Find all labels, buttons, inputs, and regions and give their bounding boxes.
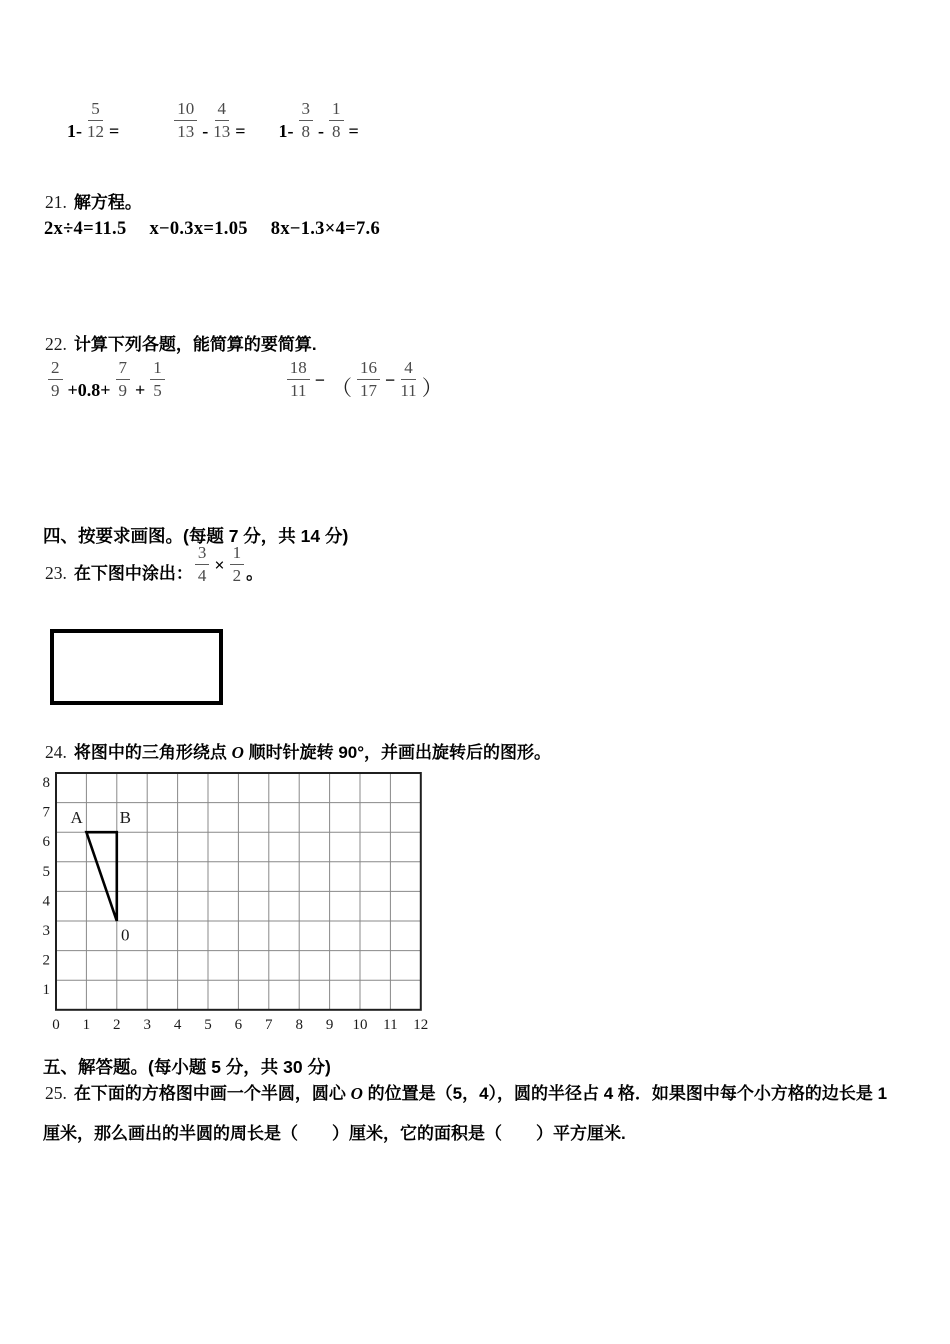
fraction xyxy=(230,543,245,586)
section4-heading: 四、按要求画图。(每题 7 分，共 14 分) xyxy=(43,526,349,546)
q21-title: 解方程。 xyxy=(73,193,142,212)
y-axis-label: 4 xyxy=(42,893,50,910)
equation-1: 2x÷4=11.5 xyxy=(44,219,127,239)
fraction xyxy=(150,358,165,401)
q23-title: 在下图中涂出： xyxy=(73,564,193,584)
operator: − xyxy=(314,369,326,390)
fraction xyxy=(287,358,310,401)
x-axis-label: 9 xyxy=(325,1016,334,1033)
x-axis-label: 5 xyxy=(204,1016,212,1033)
denominator: 8 xyxy=(301,122,311,142)
x-axis-label: 1 xyxy=(82,1016,91,1033)
q23-suffix: 。 xyxy=(246,564,264,584)
coordinate-grid-container xyxy=(34,765,434,1042)
denominator: 13 xyxy=(177,122,195,142)
x-axis-label: 11 xyxy=(383,1016,398,1033)
x-axis-label: 12 xyxy=(413,1016,429,1033)
numerator: 3 xyxy=(299,99,314,121)
expression xyxy=(276,99,362,142)
triangle-shape xyxy=(86,832,116,921)
expression xyxy=(46,358,167,401)
operator: （ xyxy=(331,376,353,401)
y-axis-label: 1 xyxy=(42,982,50,999)
y-axis-label: 6 xyxy=(42,834,50,851)
denominator: 13 xyxy=(213,122,231,142)
q24-point-o: O xyxy=(231,743,244,762)
operator: - xyxy=(318,121,325,142)
q24-heading xyxy=(45,738,551,763)
q20-fraction-expressions xyxy=(64,99,362,142)
operator: × xyxy=(214,554,225,575)
expression xyxy=(64,99,122,142)
operator: 1- xyxy=(278,121,294,142)
expression xyxy=(285,358,446,401)
expression xyxy=(172,99,248,142)
fraction xyxy=(116,358,131,401)
fraction xyxy=(213,99,230,142)
denominator: 4 xyxy=(197,566,207,586)
numerator: 1 xyxy=(150,358,165,380)
y-axis-label: 7 xyxy=(42,804,50,821)
x-axis-label: 4 xyxy=(173,1016,182,1033)
fraction xyxy=(299,99,314,142)
q25-number: 25. xyxy=(45,1083,67,1103)
q24-text-post: 顺时针旋转 90°，并画出旋转后的图形。 xyxy=(243,743,552,762)
q23-fraction-expression xyxy=(193,543,246,586)
y-axis-label: 3 xyxy=(42,923,50,939)
q21-number: 21. xyxy=(45,192,67,212)
numerator: 10 xyxy=(174,99,197,121)
fraction xyxy=(195,543,210,586)
denominator: 2 xyxy=(232,566,242,586)
q25-line2: 厘米，那么画出的半圆的周长是（ ）厘米，它的面积是（ ）平方厘米. xyxy=(43,1124,626,1143)
fraction xyxy=(357,358,380,401)
operator: = xyxy=(235,121,246,142)
denominator: 17 xyxy=(360,381,378,401)
fraction xyxy=(329,99,344,142)
numerator: 16 xyxy=(357,358,380,380)
point-label-0: 0 xyxy=(121,925,130,945)
q23-number: 23. xyxy=(45,563,67,584)
q21-equations xyxy=(44,219,398,240)
y-axis-label: 5 xyxy=(42,863,50,880)
fraction xyxy=(400,358,416,401)
denominator: 12 xyxy=(87,122,104,142)
q24-text-pre: 将图中的三角形绕点 xyxy=(73,743,232,762)
denominator: 5 xyxy=(153,381,162,401)
q22-number: 22. xyxy=(45,334,67,354)
x-axis-label: 0 xyxy=(52,1016,60,1033)
numerator: 1 xyxy=(230,543,245,565)
x-axis-label: 10 xyxy=(352,1016,368,1033)
q22-title: 计算下列各题，能简算的要简算. xyxy=(73,335,317,354)
operator: - xyxy=(202,121,209,142)
fraction xyxy=(48,358,63,401)
q25-point-o: O xyxy=(350,1084,363,1103)
fraction xyxy=(87,99,104,142)
q22-heading xyxy=(45,330,317,355)
operator: − xyxy=(385,369,396,390)
q23-line xyxy=(45,543,263,586)
operator: = xyxy=(109,121,120,142)
expression xyxy=(193,543,246,586)
x-axis-label: 3 xyxy=(143,1016,151,1033)
shading-rectangle[interactable] xyxy=(50,629,223,705)
point-label-B: B xyxy=(119,807,131,827)
x-axis-label: 2 xyxy=(113,1016,121,1033)
denominator: 11 xyxy=(400,381,417,401)
q21-heading xyxy=(45,188,142,213)
q23-heading xyxy=(45,559,193,586)
x-axis-label: 6 xyxy=(234,1016,243,1033)
denominator: 11 xyxy=(290,381,307,401)
numerator: 1 xyxy=(329,99,344,121)
numerator: 7 xyxy=(116,358,131,380)
numerator: 4 xyxy=(401,358,416,380)
equation-3: 8x−1.3×4=7.6 xyxy=(270,219,380,239)
x-axis-label: 7 xyxy=(265,1016,273,1033)
q24-number: 24. xyxy=(45,742,67,762)
x-axis-label: 8 xyxy=(295,1016,303,1033)
q25-text-pre: 在下面的方格图中画一个半圆，圆心 xyxy=(73,1084,351,1103)
section5-heading: 五、解答题。(每小题 5 分，共 30 分) xyxy=(43,1057,331,1077)
operator: + xyxy=(135,380,146,401)
operator: ） xyxy=(421,376,443,401)
operator: 1- xyxy=(67,121,82,142)
q25-text-post: 的位置是（5，4），圆的半径占 4 格．如果图中每个小方格的边长是 1 xyxy=(362,1084,888,1103)
operator: = xyxy=(348,121,359,142)
point-label-A: A xyxy=(70,807,83,827)
numerator: 3 xyxy=(195,543,210,565)
denominator: 9 xyxy=(51,381,60,401)
denominator: 8 xyxy=(332,122,341,142)
denominator: 9 xyxy=(118,381,128,401)
y-axis-label: 2 xyxy=(42,952,50,969)
operator: +0.8+ xyxy=(67,380,111,401)
fraction xyxy=(174,99,197,142)
q22-fraction-expressions xyxy=(46,358,446,401)
q25-line1 xyxy=(45,1079,887,1104)
numerator: 2 xyxy=(48,358,63,380)
coordinate-grid[interactable] xyxy=(34,765,434,1037)
y-axis-label: 8 xyxy=(42,775,50,791)
numerator: 5 xyxy=(88,99,103,121)
equation-2: x−0.3x=1.05 xyxy=(149,219,248,239)
numerator: 4 xyxy=(215,99,230,121)
numerator: 18 xyxy=(287,358,310,380)
